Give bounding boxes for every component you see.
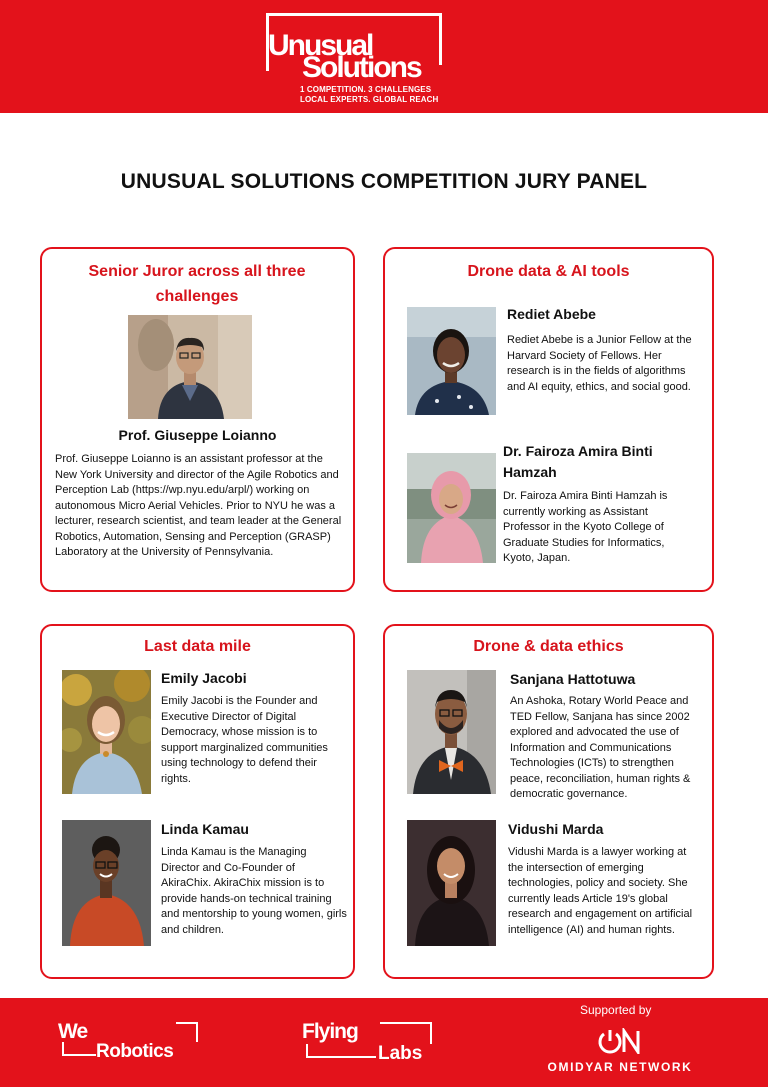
photo-rediet-abebe xyxy=(407,307,496,415)
person-name: Dr. Fairoza Amira Binti Hamzah xyxy=(503,443,653,480)
logo-tagline-1: 1 COMPETITION. 3 CHALLENGES xyxy=(300,85,432,94)
unusual-solutions-logo xyxy=(266,13,442,105)
person-name: Rediet Abebe xyxy=(507,306,596,322)
person-bio: An Ashoka, Rotary World Peace and TED Fellow, Sanjana has since 2002 explored and advocated the use of Information and Communications Technologies (ICTs) to strengthen peace, reconciliation, human rights & democratic governance. xyxy=(510,695,691,800)
card-senior-juror xyxy=(40,247,355,592)
photo-fairoza-hamzah xyxy=(407,453,496,563)
logo-word-solutions: Solutions xyxy=(302,51,421,84)
person-bio: Vidushi Marda is a lawyer working at the intersection of emerging technologies, policy and society. She currently leads Article 19's global research and engagement on artificial intelligence (AI) and human rights. xyxy=(508,846,693,936)
photo-sanjana-hattotuwa xyxy=(407,670,496,794)
person-name: Emily Jacobi xyxy=(161,670,247,686)
omidyar-network-label: OMIDYAR NETWORK xyxy=(547,1060,693,1074)
supported-by-label: Supported by xyxy=(580,1003,652,1017)
person-name: Prof. Giuseppe Loianno xyxy=(118,427,277,443)
werobotics-logo-word-1: We xyxy=(58,1020,88,1043)
logo-tagline-2: LOCAL EXPERTS. GLOBAL REACH xyxy=(300,95,439,104)
card-drone-ai xyxy=(383,247,714,592)
photo-vidushi-marda xyxy=(407,820,496,946)
card-title-ethics: Drone & data ethics xyxy=(473,638,624,655)
werobotics-logo xyxy=(58,1020,200,1066)
flying-labs-logo-word-1: Flying xyxy=(302,1020,358,1043)
footer-banner xyxy=(0,998,768,1087)
logo-word-unusual: Unusual xyxy=(268,29,373,62)
person-name: Linda Kamau xyxy=(161,821,249,837)
person-name: Vidushi Marda xyxy=(508,821,604,837)
person-bio: Prof. Giuseppe Loianno is an assistant professor at the New York University and director of the Agile Robotics and Perception Lab (https://wp.nyu.edu/arpl/) working on autonomous Micro Aerial Vehicles. Prior to NYU he was a lecturer, research scientist, and team leader at the General Robotics, Automation, Sensing and Perception (GRASP) Laboratory at the University of Pennsylvania. xyxy=(55,453,342,558)
werobotics-logo-word-2: Robotics xyxy=(96,1041,174,1062)
card-title-last-mile: Last data mile xyxy=(144,638,251,655)
person-bio: Dr. Fairoza Amira Binti Hamzah is currently working as Assistant Professor in the Kyoto College of Graduate Studies for Informatics, Kyoto, Japan. xyxy=(503,490,668,564)
person-bio: Emily Jacobi is the Founder and Executive Director of Digital Democracy, whose mission is to support marginalized communities using technology to defend their rights. xyxy=(161,695,328,785)
flying-labs-logo-word-2: Labs xyxy=(378,1043,423,1064)
person-name: Sanjana Hattotuwa xyxy=(510,671,636,687)
card-title-drone-ai: Drone data & AI tools xyxy=(467,263,630,280)
photo-emily-jacobi xyxy=(62,670,151,794)
header-banner xyxy=(0,0,768,113)
omidyar-network-logo xyxy=(540,1028,700,1078)
person-bio: Linda Kamau is the Managing Director and Co-Founder of AkiraChix. AkiraChix mission is to provide hands-on technical training and mentorship to young women, girls and children. xyxy=(161,846,347,936)
card-ethics xyxy=(383,624,714,979)
page-title: UNUSUAL SOLUTIONS COMPETITION JURY PANEL xyxy=(120,170,648,193)
card-last-mile xyxy=(40,624,355,979)
card-title-senior: Senior Juror across all three challenges xyxy=(88,263,306,305)
photo-linda-kamau xyxy=(62,820,151,946)
flying-labs-logo xyxy=(302,1020,434,1066)
omidyar-on-mark-icon xyxy=(598,1028,642,1054)
person-bio: Rediet Abebe is a Junior Fellow at the Harvard Society of Fellows. Her research is in the fields of algorithms and AI equity, ethics, and social good. xyxy=(507,334,692,393)
photo-giuseppe-loianno xyxy=(128,315,252,419)
